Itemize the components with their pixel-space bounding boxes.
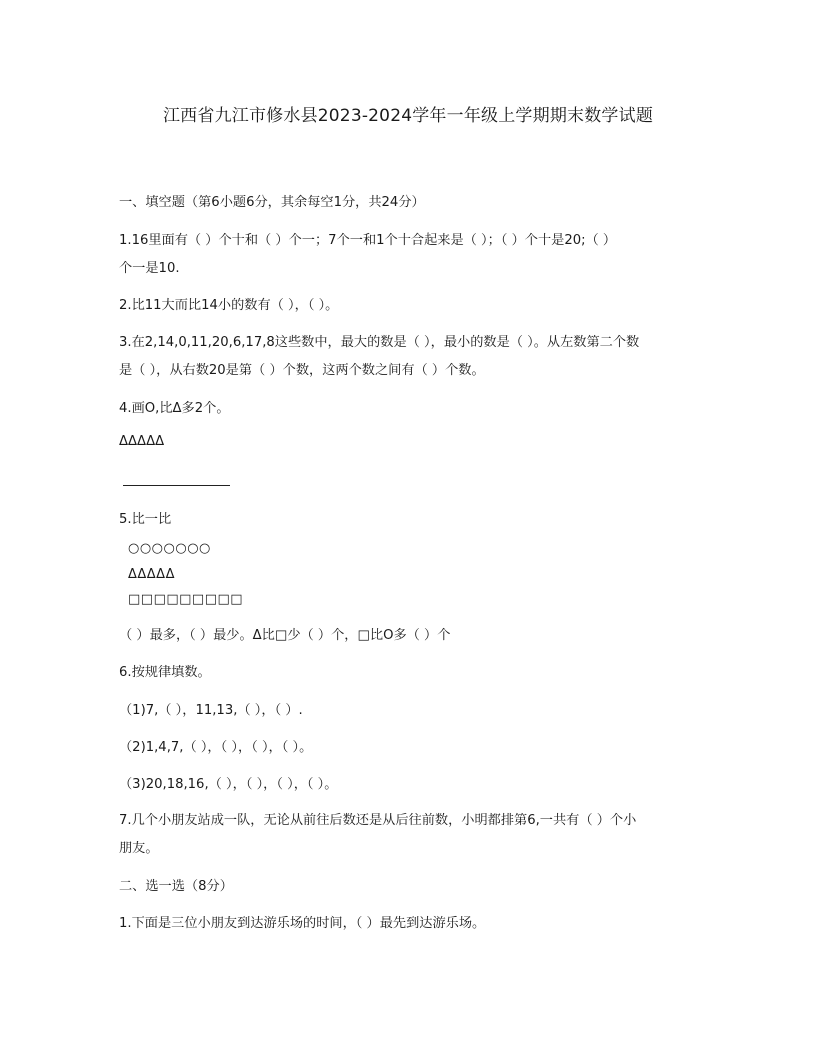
question-5-triangles: ΔΔΔΔΔ [128, 567, 175, 582]
question-6-part-3: （3)20,18,16,（ ），（ ），（ ），（ ）。 [119, 777, 338, 792]
question-6-part-1: （1)7,（ ），11,13,（ ），（ ）. [119, 703, 303, 718]
question-7-line-1: 7.几个小朋友站成一队，无论从前往后数还是从后往前数，小明都排第6,一共有（ ）个小 [119, 813, 637, 828]
question-3-line-2: 是（ ），从右数20是第（ ）个数，这两个数之间有（ ）个数。 [119, 363, 485, 378]
question-3-line-1: 3.在2,14,0,11,20,6,17,8这些数中，最大的数是（ ），最小的数是（ ）。从左数第二个数 [119, 335, 640, 350]
question-7-line-2: 朋友。 [119, 841, 159, 856]
question-5-circles: ○○○○○○○ [128, 541, 211, 556]
question-4-triangles: ΔΔΔΔΔ [119, 434, 165, 449]
question-5-answer: （ ）最多，（ ）最少。Δ比□少（ ）个，□比O多（ ）个 [119, 628, 451, 643]
section2-question-1: 1.下面是三位小朋友到达游乐场的时间，（ ）最先到达游乐场。 [119, 916, 486, 931]
page-title: 江西省九江市修水县2023-2024学年一年级上学期期末数学试题 [162, 106, 654, 126]
section1-heading: 一、填空题（第6小题6分，其余每空1分，共24分） [119, 195, 425, 210]
question-1-line-2: 个一是10. [119, 261, 180, 276]
question-6: 6.按规律填数。 [119, 665, 211, 680]
section2-heading: 二、选一选（8分） [119, 879, 233, 894]
question-6-part-2: （2)1,4,7,（ ），（ ），（ ），（ ）。 [119, 740, 313, 755]
question-2: 2.比11大而比14小的数有（ ），（ ）。 [119, 298, 339, 313]
question-4: 4.画O,比Δ多2个。 [119, 401, 230, 416]
question-1-line-1: 1.16里面有（ ）个十和（ ）个一；7个一和1个十合起来是（ ）；（ ）个十是20;（ ） [119, 233, 617, 248]
question-5: 5.比一比 [119, 512, 172, 527]
answer-underline [123, 485, 230, 486]
question-5-squares: □□□□□□□□□ [128, 592, 244, 607]
